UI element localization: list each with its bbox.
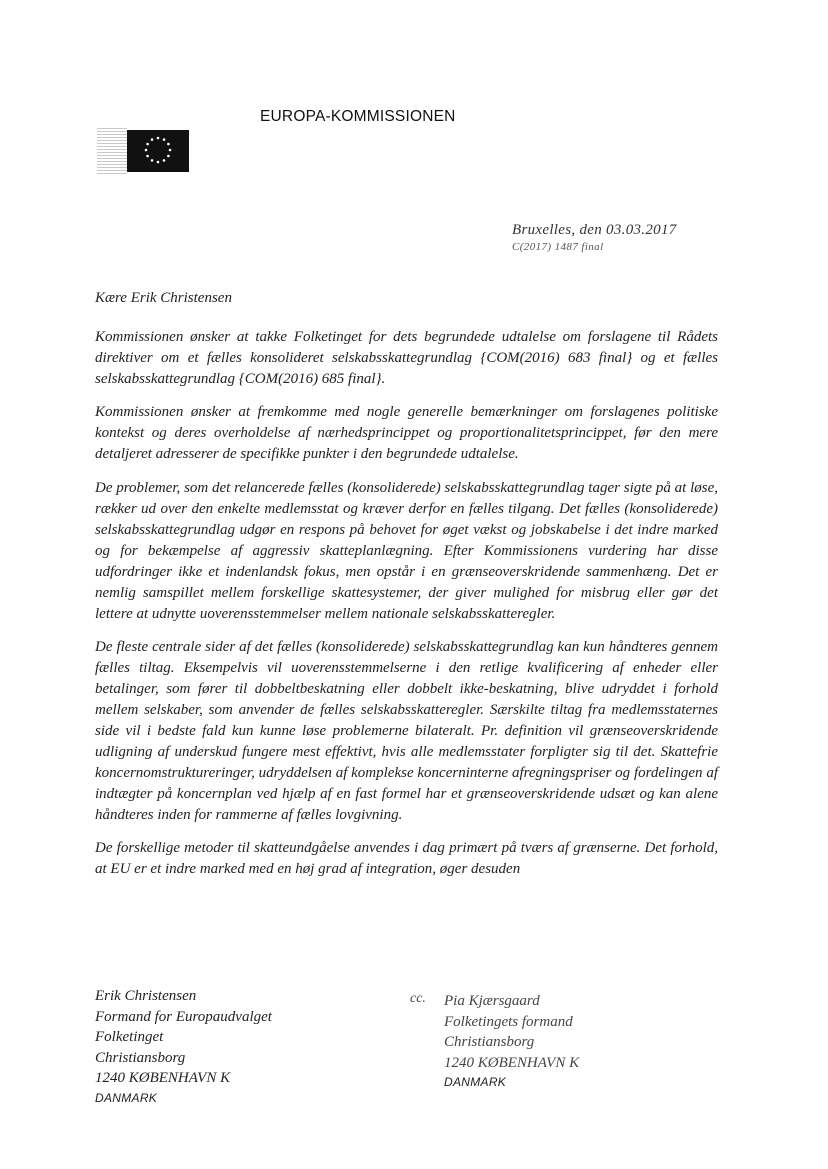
letter-body <box>95 288 718 892</box>
paragraph: De problemer, som det relancerede fælles (konsoliderede) selskabsskattegrundlag tager sigte på at løse, rækker ud over den enkelte medlemsstat og kræver derfor en fælles tilgang. Det fælles (konsoliderede) selskabsskattegrundlag udgør en respons på behovet for øget vækst og jobskabelse i det indre marked og for bekæmpelse af aggressiv skatteplanlægning. Efter Kommissionens vurdering har disse udfordringer ikke et indenlandsk fokus, men opstår i en grænseoverskridende sammenhæng. Det er nemlig samspillet mellem forskellige skattesystemer, der giver mulighed for misbrug eller gør det lettere at udnytte uoverensstemmelser mellem nationale selskabsskatteregler. <box>95 480 718 622</box>
organization-name: EUROPA-KOMMISSIONEN <box>260 108 456 125</box>
paragraph: Kommissionen ønsker at fremkomme med nogle generelle bemærkninger om forslagenes politiske kontekst og deres overholdelse af nærhedsprincippet og proportionalitetsprincippet, før den mere detaljeret adresserer de specifikke punkter i den begrundede udtalelse. <box>95 404 718 462</box>
cc-label: cc. <box>410 991 426 1006</box>
addressee-country: DANMARK <box>95 1090 158 1105</box>
logo-emblem-lines <box>97 128 127 174</box>
paragraph: Kommissionen ønsker at takke Folketinget for dets begrundede udtalelse om forslagene til Rådets direktiver om et fælles konsolideret selskabsskattegrundlag {COM(2016) 683 final} og et fælles selskabsskattegrundlag {COM(2016) 685 final}. <box>95 329 718 387</box>
document-reference: C(2017) 1487 final <box>512 241 604 253</box>
paragraph: De forskellige metoder til skatteundgåelse anvendes i dag primært på tværs af grænserne. Det forhold, at EU er et indre marked med en høj grad af integration, øger desuden <box>95 840 718 877</box>
cc-line: Christiansborg <box>444 1034 535 1050</box>
salutation: Kære Erik Christensen <box>95 290 232 306</box>
dateline <box>512 222 677 253</box>
eu-logo <box>97 124 195 179</box>
addressee-line: Formand for Europaudvalget <box>95 1008 272 1025</box>
cc-block <box>444 991 579 1091</box>
addressee-line: Christiansborg <box>95 1049 186 1066</box>
addressee-line: Folketinget <box>95 1029 164 1045</box>
cc-line: Pia Kjærsgaard <box>444 993 540 1009</box>
letter-date: Bruxelles, den 03.03.2017 <box>512 222 677 238</box>
cc-line: Folketingets formand <box>444 1013 573 1030</box>
addressee-line: Erik Christensen <box>95 988 197 1004</box>
addressee-block <box>95 986 272 1107</box>
cc-country: DANMARK <box>444 1075 507 1089</box>
paragraph: De fleste centrale sider af det fælles (konsoliderede) selskabsskattegrundlag kan kun håndteres gennem fælles tiltag. Eksempelvis vil uoverensstemmelserne i den retlige kvalificering af enheder eller betalinger, som fører til dobbeltbeskatning eller dobbelt ikke-beskatning, blive udryddet i forhold mellem selskaber, som anvender de fælles selskabsskatteregler. Særskilte tiltag fra medlemsstaternes side vil i bedste fald kun kunne løse problemerne bilateralt. Pr. definition vil grænseoverskridende udligning af underskud fungere mest effektivt, hvis alle medlemsstater forpligter sig til det. Skattefrie koncernomstruktureringer, udryddelsen af komplekse koncerninterne afregningspriser og fordelingen af indtægter på koncernplan ved hjælp af en fast formel har et grænseoverskridende udsæt og kan alene håndteres inden for rammerne af fælles lovgivning. <box>95 639 718 823</box>
addressee-line: 1240 KØBENHAVN K <box>95 1070 231 1086</box>
eu-flag-icon <box>127 130 189 172</box>
cc-line: 1240 KØBENHAVN K <box>444 1054 580 1071</box>
